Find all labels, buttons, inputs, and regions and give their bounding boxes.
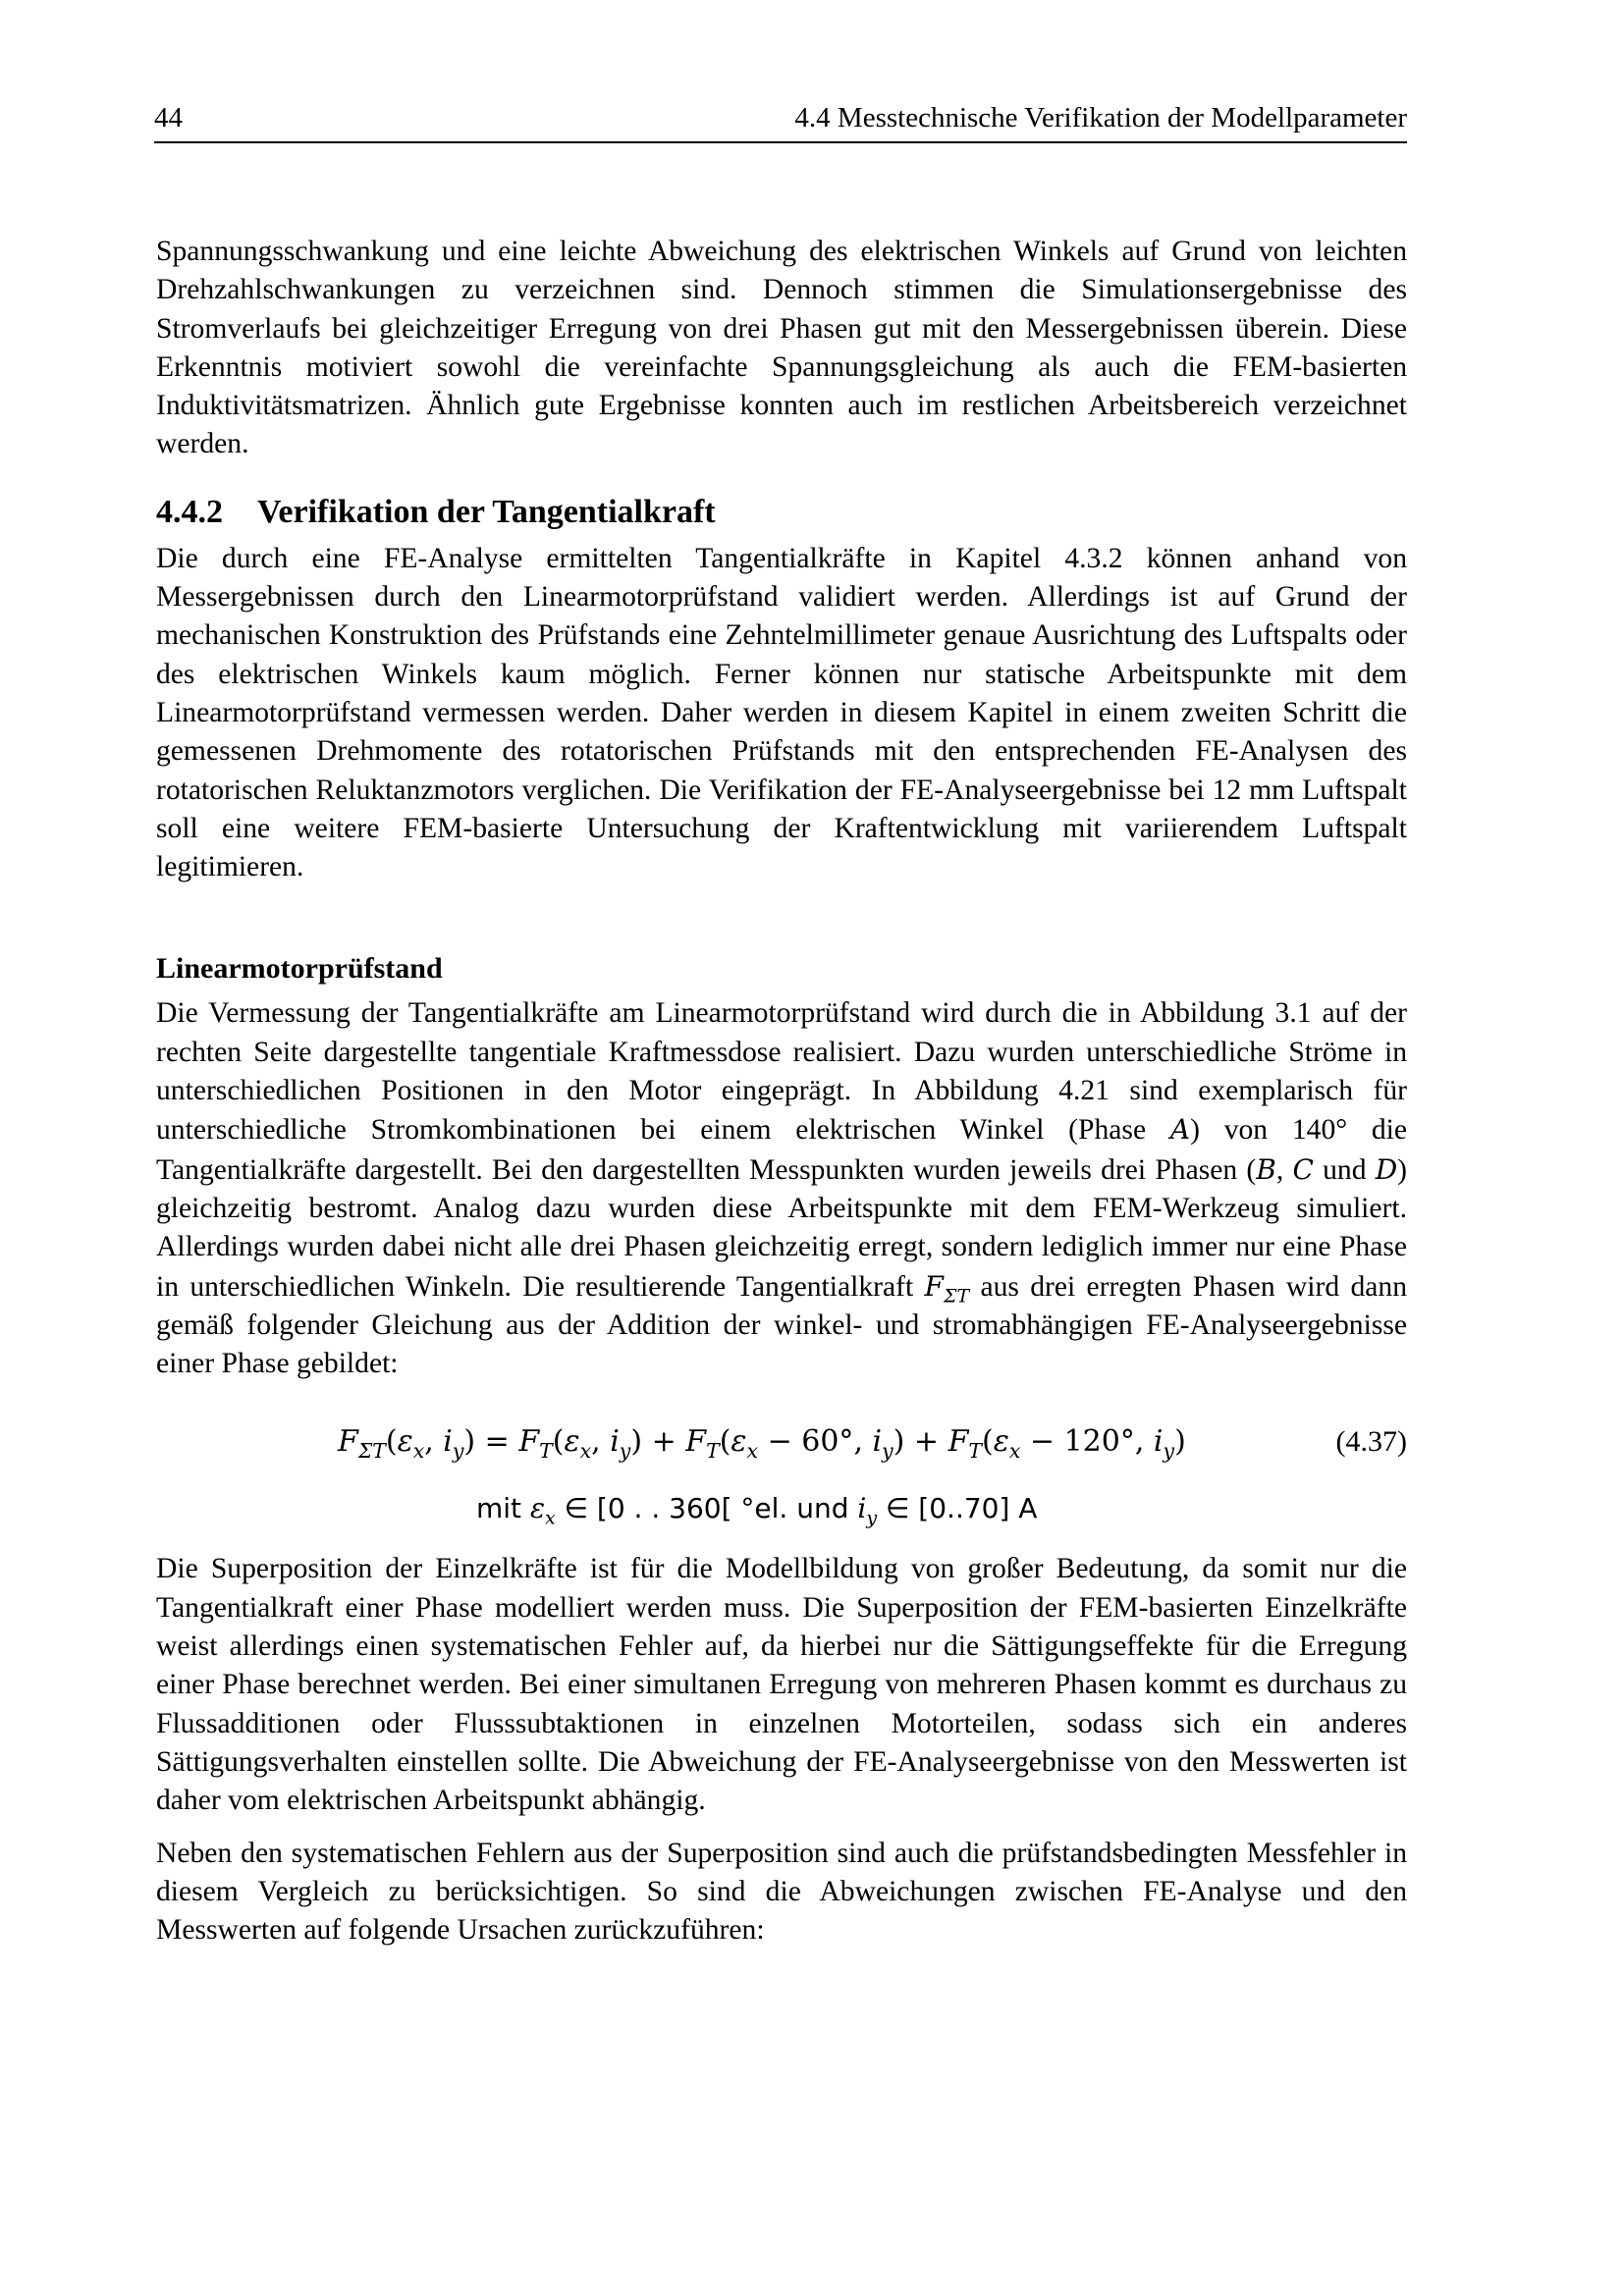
- page-body: [156, 233, 1407, 1949]
- equation-condition: mit $\varepsilon_x$ ∈ [0 . . 360[ °el. und $i_y$ ∈ [0..70] A: [476, 1492, 1038, 1530]
- phase-d-symbol: D: [1375, 1152, 1398, 1186]
- force-sum-symbol: $F_{\Sigma T}$: [924, 1269, 970, 1308]
- subsection-heading: Linearmotorprüfstand: [156, 952, 443, 986]
- phase-a-symbol: A: [1169, 1113, 1191, 1147]
- section-number: 4.4.2: [156, 493, 223, 530]
- paragraph-superposition: Die Superposition der Einzelkräfte ist für die Modellbildung von großer Bedeutung, da somit nur die Tangentialkraft einer Phase modelliert werden muss. Die Superposition der FEM-basierten Einzelkräfte weist allerdings einen systematischen Fehler auf, da hierbei nur die Sättigungseffekte für die Erregung einer Phase berechnet werden. Bei einer simultanen Erregung von mehreren Phasen kommt es durchaus zu Flussadditionen oder Flusssubtaktionen in einzelnen Motorteilen, sodass sich ein anderes Sättigungsverhalten einstellen sollte. Die Abweichung der FE-Analyseergebnisse von den Messwerten ist daher vom elektrischen Arbeitspunkt abhängig.: [156, 1553, 1407, 1817]
- paragraph-section: Die durch eine FE-Analyse ermittelten Tangentialkräfte in Kapitel 4.3.2 können anhand von Messergebnissen durch den Linearmotorprüfstand validiert werden. Allerdings ist auf Grund der mechanischen Konstruktion des Prüfstands eine Zehntelmillimeter genaue Ausrichtung des Luftspalts oder des elektrischen Winkels kaum möglich. Ferner können nur statische Arbeitspunkte mit dem Linearmotorprüfstand vermessen werden. Daher werden in diesem Kapitel in einem zweiten Schritt die gemessenen Drehmomente des rotatorischen Prüfstands mit den entsprechenden FE-Analysen des rotatorischen Reluktanzmotors verglichen. Die Verifikation der FE-Analyseergebnisse bei 12 mm Luftspalt soll eine weitere FEM-basierte Untersuchung der Kraftentwicklung mit variierendem Luftspalt legitimieren.: [156, 542, 1407, 883]
- paragraph-measurement-errors: Neben den systematischen Fehlern aus der Superposition sind auch die prüfstandsbedingten Messfehler in diesem Vergleich zu berücksichtigen. So sind die Abweichungen zwischen FE-Analyse und den Messwerten auf folgende Ursachen zurückzuführen:: [156, 1837, 1407, 1947]
- section-heading: [156, 491, 1407, 534]
- page-number: 44: [154, 102, 183, 133]
- paragraph-linear-test-bench: Die Vermessung der Tangentialkräfte am Linearmotorprüfstand wird durch die in Abbildung 3.1 auf der rechten Seite dargestellte tangentiale Kraftmessdose realisiert. Dazu wurden unterschiedliche Ströme in unterschiedlichen Positionen in den Motor eingeprägt. In Abbildung 4.21 sind exemplarisch für unterschiedliche Stromkombinationen bei einem elektrischen Winkel (Phase A) von 140° die Tangentialkräfte dargestellt. Bei den dargestellten Messpunkten wurden jeweils drei Phasen (B, C und D) gleichzeitig bestromt. Analog dazu wurden diese Arbeitspunkte mit dem FEM-Werkzeug simuliert. Allerdings wurden dabei nicht alle drei Phasen gleichzeitig erregt, sondern lediglich immer nur eine Phase in unterschiedlichen Winkeln. Die resultierende Tangentialkraft $F_{\Sigma T}$ aus drei erregten Phasen wird dann gemäß folgender Gleichung aus der Addition der winkel- und stromabhängigen FE-Analyseergebnisse einer Phase gebildet:: [156, 997, 1408, 1380]
- phase-b-symbol: B: [1256, 1152, 1276, 1186]
- section-title: Verifikation der Tangentialkraft: [257, 493, 716, 530]
- phase-c-symbol: C: [1292, 1152, 1314, 1186]
- equation-number: (4.37): [1335, 1425, 1407, 1459]
- page-header: [154, 98, 1407, 143]
- running-title: 4.4 Messtechnische Verifikation der Modellparameter: [794, 102, 1407, 133]
- equation-4-37: [156, 1413, 1407, 1471]
- paragraph-intro: Spannungsschwankung und eine leichte Abweichung des elektrischen Winkels auf Grund von leichten Drehzahlschwankungen zu verzeichnen sind. Dennoch stimmen die Simulationsergebnisse des Stromverlaufs bei gleichzeitiger Erregung von drei Phasen gut mit den Messergebnissen überein. Diese Erkenntnis motiviert sowohl die vereinfachte Spannungsgleichung als auch die FEM-basierten Induktivitätsmatrizen. Ähnlich gute Ergebnisse konnten auch im restlichen Arbeitsbereich verzeichnet werden.: [156, 236, 1407, 460]
- equation-body: $F_{\Sigma T}(\varepsilon_x$, $i_y) = F_T(\varepsilon_x$, $i_y) + F_T(\varepsilon_x - 60^\circ$, $i_y) + F_T(\varepsilon_x - 120^\circ$, $i_y$): [338, 1424, 1186, 1464]
